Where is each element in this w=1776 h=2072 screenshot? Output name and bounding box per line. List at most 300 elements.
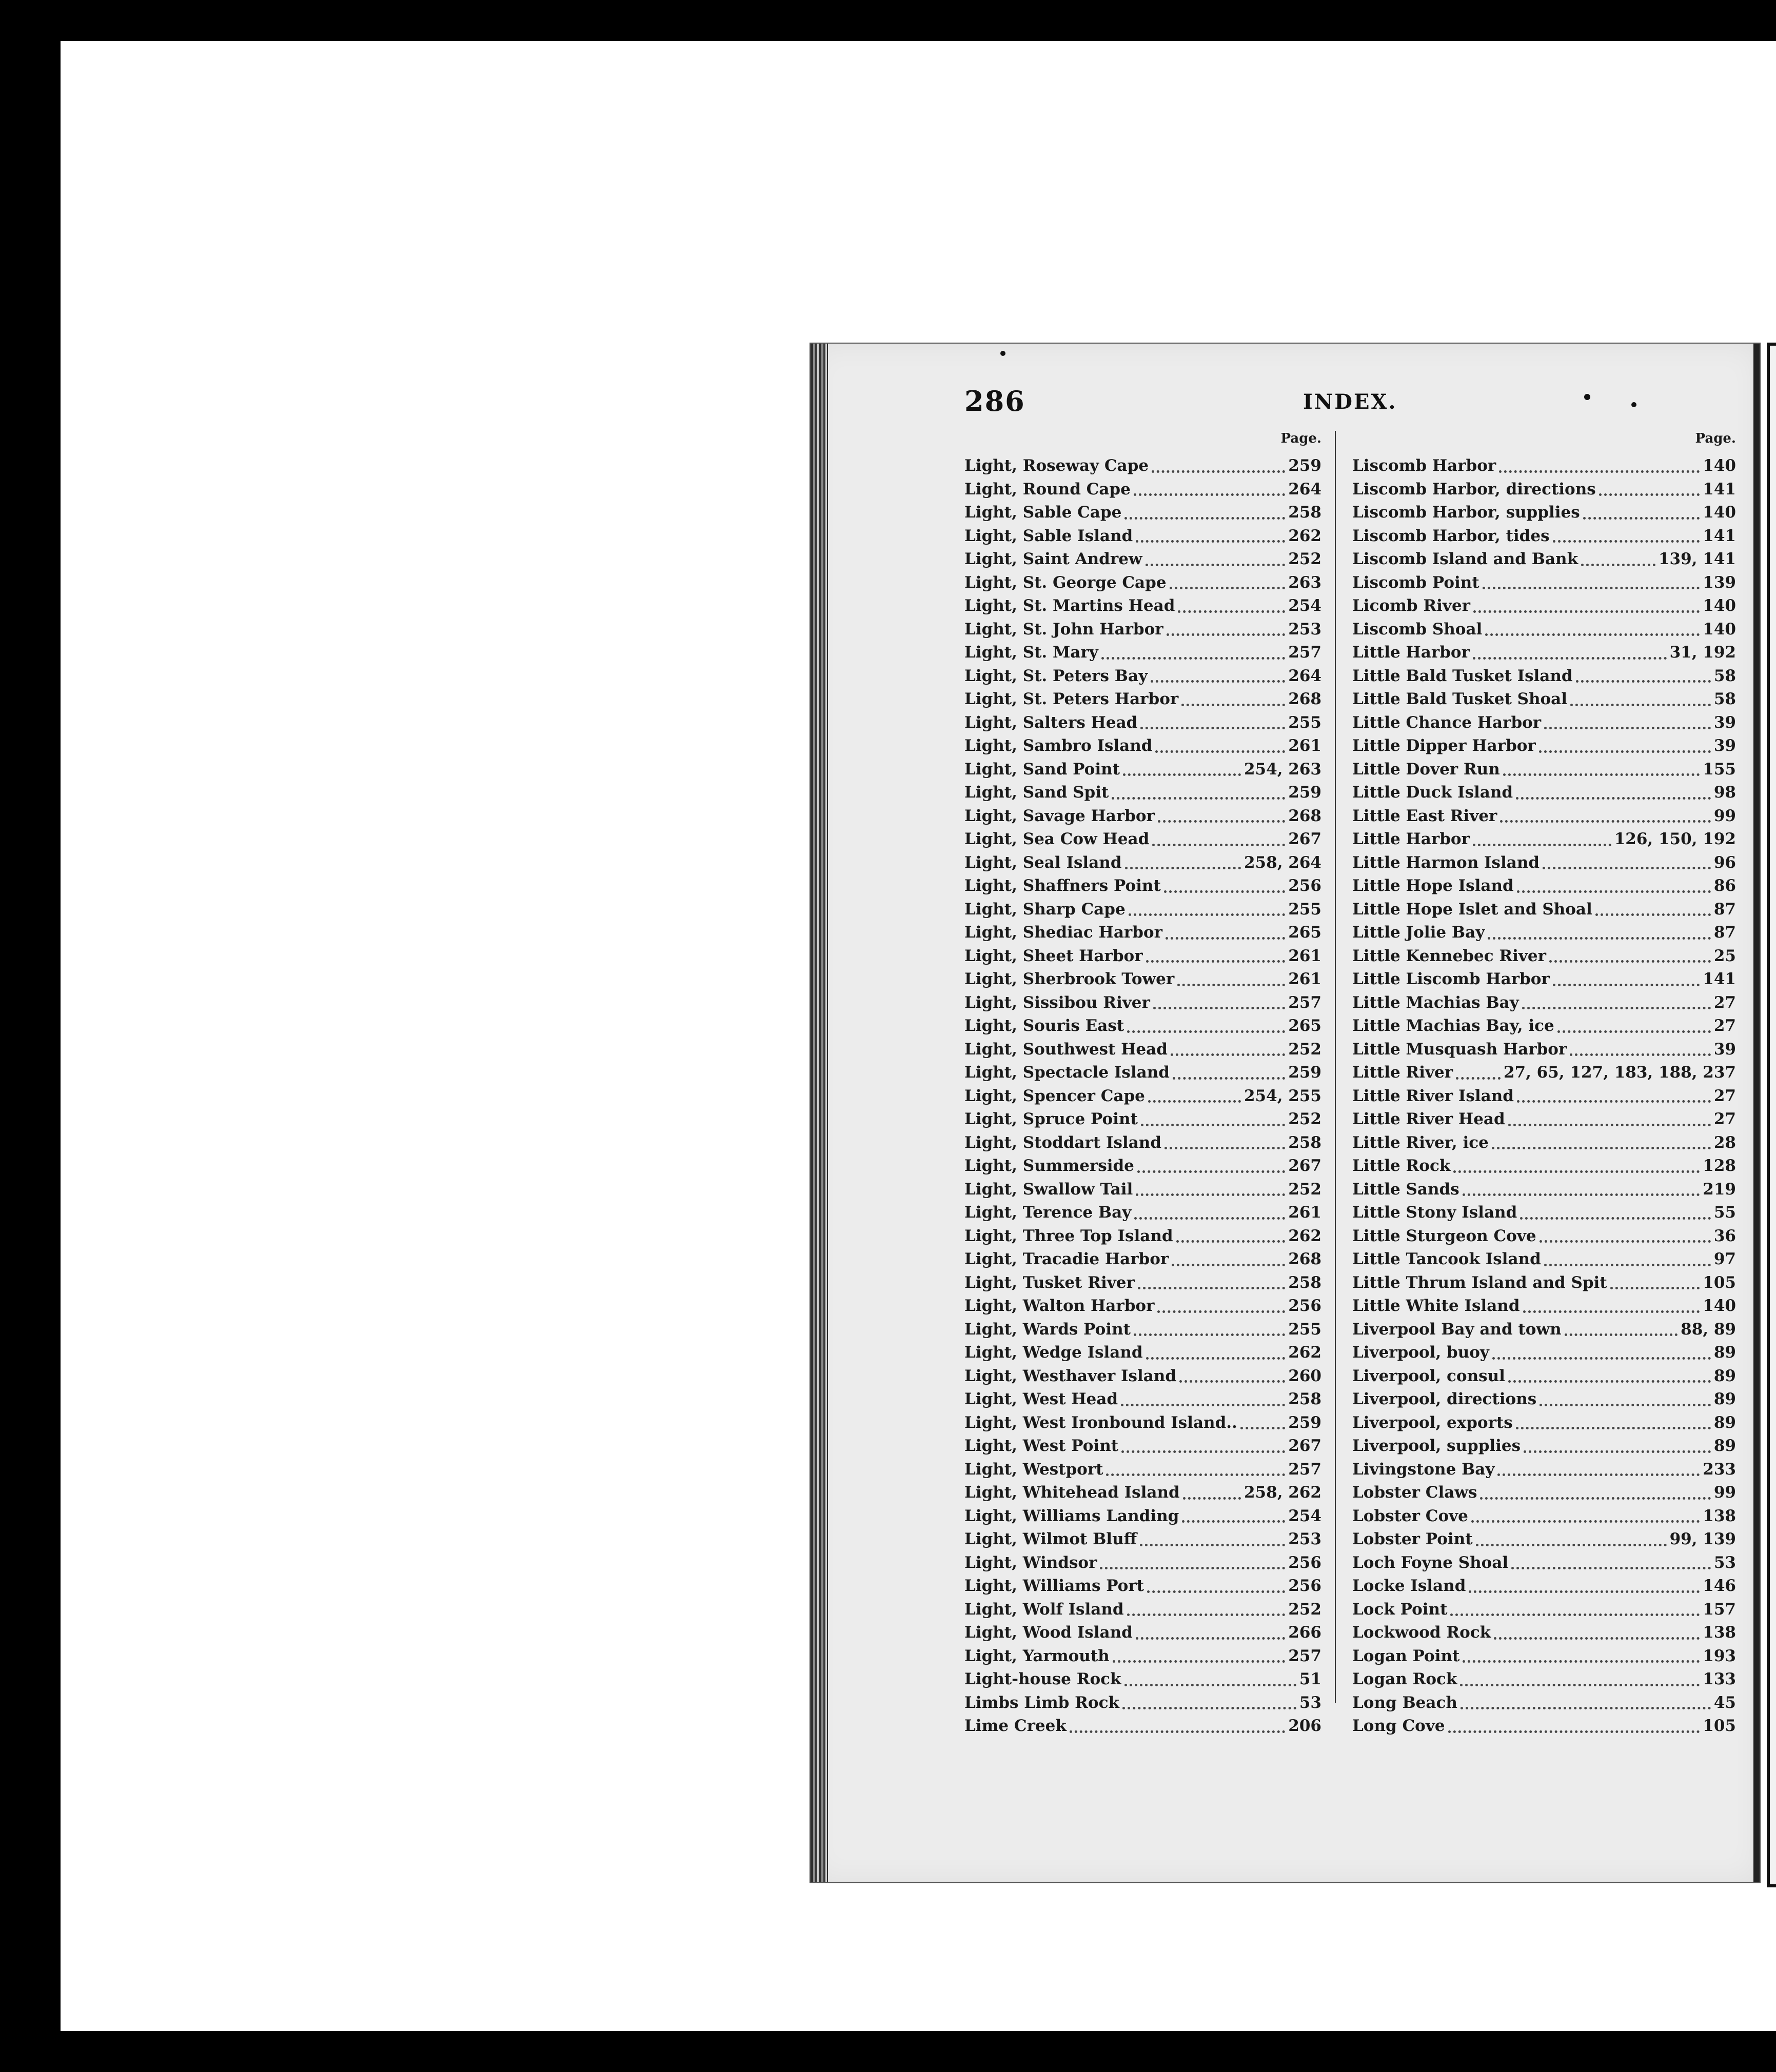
index-entry	[1352, 1061, 1736, 1085]
entry-pages: 89	[1713, 1437, 1736, 1455]
index-entry	[964, 805, 1321, 828]
index-entry	[964, 1178, 1321, 1202]
dot-leader	[1500, 813, 1710, 823]
entry-pages: 254, 255	[1244, 1086, 1321, 1105]
index-entry	[1352, 711, 1736, 735]
entry-pages: 252	[1288, 1040, 1321, 1059]
entry-pages: 252	[1288, 1180, 1321, 1199]
dot-leader	[1463, 1653, 1700, 1663]
scan-sheet	[61, 41, 1776, 2031]
entry-name: Little River, ice	[1352, 1133, 1489, 1152]
index-entry	[1352, 851, 1736, 875]
index-entry	[964, 1061, 1321, 1085]
index-entry	[1352, 1715, 1736, 1738]
entry-pages: 257	[1288, 1460, 1321, 1479]
index-entry	[964, 1715, 1321, 1738]
dot-leader	[1471, 1513, 1700, 1523]
entry-pages: 265	[1288, 923, 1321, 942]
dot-leader	[1570, 1046, 1711, 1056]
dot-leader	[1610, 1280, 1700, 1289]
dot-leader	[1106, 1466, 1285, 1476]
entry-pages: 261	[1288, 1203, 1321, 1222]
dot-leader	[1503, 766, 1700, 776]
index-entry	[964, 1365, 1321, 1388]
running-head	[811, 385, 1760, 426]
index-entry	[964, 501, 1321, 525]
entry-pages: 258	[1288, 1273, 1321, 1292]
entry-pages: 25	[1713, 946, 1736, 965]
entry-name: Light, St. Mary	[964, 643, 1098, 662]
entry-name: Little Liscomb Harbor	[1352, 970, 1550, 988]
index-entry	[1352, 1388, 1736, 1411]
entry-pages: 55	[1713, 1203, 1736, 1222]
dot-leader	[1499, 463, 1700, 473]
entry-pages: 259	[1288, 783, 1321, 802]
dot-leader	[1148, 1093, 1241, 1103]
index-entry	[1352, 1271, 1736, 1295]
index-entry	[964, 1551, 1321, 1575]
dot-leader	[1158, 813, 1285, 823]
dot-leader	[1134, 1210, 1285, 1220]
entry-name: Little Duck Island	[1352, 783, 1513, 802]
index-entry	[1352, 968, 1736, 991]
index-entry	[1352, 1505, 1736, 1528]
dot-leader	[1112, 790, 1285, 800]
index-entry	[964, 1668, 1321, 1691]
dot-leader	[1070, 1723, 1285, 1733]
entry-name: Little Musquash Harbor	[1352, 1040, 1567, 1059]
dot-leader	[1113, 1653, 1286, 1663]
dot-leader	[1176, 1233, 1286, 1243]
index-entry	[964, 1038, 1321, 1062]
entry-name: Loch Foyne Shoal	[1352, 1553, 1509, 1572]
entry-pages: 58	[1713, 666, 1736, 685]
entry-name: Light, Stoddart Island	[964, 1133, 1161, 1152]
entry-name: Little River Head	[1352, 1110, 1505, 1128]
entry-pages: 255	[1288, 713, 1321, 732]
page-column-label: Page.	[1695, 431, 1736, 446]
entry-name: Little Rock	[1352, 1157, 1451, 1175]
dot-leader	[1516, 1420, 1711, 1429]
dot-leader	[1134, 486, 1285, 496]
entry-pages: 99, 139	[1669, 1530, 1736, 1548]
entry-name: Light, West Head	[964, 1390, 1118, 1408]
page-heading: INDEX.	[1303, 390, 1397, 414]
entry-name: Liscomb Harbor, directions	[1352, 480, 1596, 499]
entry-name: Little Bald Tusket Shoal	[1352, 690, 1568, 708]
index-entry	[1352, 665, 1736, 688]
dot-leader	[1146, 1350, 1286, 1360]
dot-leader	[1153, 1000, 1285, 1009]
entry-name: Light, Spectacle Island	[964, 1063, 1170, 1082]
index-entry	[1352, 1154, 1736, 1178]
entry-name: Lobster Cove	[1352, 1506, 1468, 1525]
entry-name: Liscomb Point	[1352, 573, 1479, 592]
index-entry	[1352, 688, 1736, 711]
dot-leader	[1146, 556, 1286, 566]
print-speck	[1584, 394, 1590, 400]
dot-leader	[1485, 626, 1700, 636]
index-entry	[964, 1341, 1321, 1365]
index-column-right	[1352, 431, 1736, 1738]
dot-leader	[1523, 1303, 1700, 1313]
dot-leader	[1100, 1560, 1285, 1569]
entry-pages: 39	[1713, 713, 1736, 732]
entry-pages: 252	[1288, 1110, 1321, 1128]
entry-name: Lime Creek	[964, 1717, 1067, 1735]
index-entry	[964, 781, 1321, 805]
entry-name: Light, Walton Harbor	[964, 1297, 1155, 1315]
entry-name: Light, St. John Harbor	[964, 620, 1163, 639]
dot-leader	[1508, 1373, 1711, 1383]
dot-leader	[1461, 1700, 1711, 1709]
dot-leader	[1480, 1490, 1710, 1500]
entry-name: Little Stony Island	[1352, 1203, 1517, 1222]
entry-pages: 261	[1288, 970, 1321, 988]
entry-name: Light, Tusket River	[964, 1273, 1135, 1292]
entry-name: Little Harmon Island	[1352, 853, 1540, 872]
entry-pages: 53	[1713, 1553, 1736, 1572]
entry-pages: 254	[1288, 596, 1321, 615]
dot-leader	[1553, 977, 1700, 986]
index-entry	[1352, 991, 1736, 1015]
entry-name: Little Dover Run	[1352, 760, 1500, 779]
entry-name: Logan Rock	[1352, 1670, 1457, 1688]
dot-leader	[1127, 1023, 1285, 1033]
entry-pages: 265	[1288, 1017, 1321, 1035]
dot-leader	[1141, 1117, 1285, 1126]
entry-pages: 261	[1288, 736, 1321, 755]
entry-name: Light, St. George Cape	[964, 573, 1167, 592]
entry-name: Lock Point	[1352, 1600, 1448, 1619]
entry-name: Light, Sharp Cape	[964, 900, 1126, 919]
entry-name: Light, Tracadie Harbor	[964, 1250, 1169, 1268]
entry-name: Light, Wards Point	[964, 1320, 1131, 1339]
entry-pages: 261	[1288, 946, 1321, 965]
entry-name: Little Hope Islet and Shoal	[1352, 900, 1592, 919]
entry-name: Light-house Rock	[964, 1670, 1121, 1688]
dot-leader	[1463, 1186, 1700, 1196]
dot-leader	[1549, 953, 1711, 963]
entry-name: Light, Sand Spit	[964, 783, 1109, 802]
index-entry	[1352, 1248, 1736, 1271]
index-entry	[964, 758, 1321, 782]
index-entry	[1352, 1341, 1736, 1365]
entry-pages: 260	[1288, 1366, 1321, 1385]
entry-pages: 86	[1713, 876, 1736, 895]
entry-name: Light, Spencer Cape	[964, 1086, 1145, 1105]
entry-name: Light, Roseway Cape	[964, 456, 1149, 475]
dot-leader	[1127, 1606, 1286, 1616]
entry-pages: 27	[1713, 1017, 1736, 1035]
entry-name: Light, St. Peters Bay	[964, 666, 1148, 685]
entry-pages: 206	[1288, 1717, 1321, 1735]
dot-leader	[1164, 883, 1286, 893]
entry-pages: 58	[1713, 690, 1736, 708]
entry-name: Liverpool Bay and town	[1352, 1320, 1562, 1339]
entry-name: Light, Westhaver Island	[964, 1366, 1176, 1385]
entry-pages: 256	[1288, 876, 1321, 895]
dot-leader	[1178, 603, 1285, 613]
index-entry	[964, 688, 1321, 711]
entry-name: Little Sands	[1352, 1180, 1459, 1199]
entry-pages: 258	[1288, 1133, 1321, 1152]
dot-leader	[1488, 930, 1711, 940]
index-entry	[1352, 1201, 1736, 1225]
index-entry	[1352, 1528, 1736, 1551]
dot-leader	[1557, 1023, 1711, 1033]
entry-name: Light, Westport	[964, 1460, 1103, 1479]
entry-name: Light, Saint Andrew	[964, 550, 1142, 568]
page-edge	[1753, 344, 1760, 1882]
index-entry	[964, 1014, 1321, 1038]
index-entry	[1352, 781, 1736, 805]
index-entry	[964, 734, 1321, 758]
index-entry	[1352, 1645, 1736, 1668]
index-entry	[1352, 571, 1736, 595]
entry-pages: 87	[1713, 923, 1736, 942]
index-entry	[1352, 1598, 1736, 1622]
entry-pages: 255	[1288, 1320, 1321, 1339]
dot-leader	[1497, 1466, 1700, 1476]
index-entry	[1352, 828, 1736, 851]
dot-leader	[1516, 790, 1711, 800]
print-speck	[1631, 402, 1636, 407]
dot-leader	[1137, 1163, 1285, 1173]
entry-pages: 268	[1288, 806, 1321, 825]
page-number: 286	[964, 385, 1025, 417]
index-entry	[1352, 1318, 1736, 1342]
entry-name: Light, St. Martins Head	[964, 596, 1175, 615]
entry-pages: 267	[1288, 1437, 1321, 1455]
entry-name: Little River Island	[1352, 1086, 1514, 1105]
entry-name: Light, Sambro Island	[964, 736, 1153, 755]
dot-leader	[1494, 1630, 1700, 1640]
entry-pages: 128	[1703, 1157, 1736, 1175]
entry-pages: 51	[1299, 1670, 1321, 1688]
index-entry	[1352, 1411, 1736, 1435]
entry-pages: 27	[1713, 1086, 1736, 1105]
entry-pages: 264	[1288, 666, 1321, 685]
entry-name: Little Sturgeon Cove	[1352, 1226, 1536, 1245]
index-entry	[964, 945, 1321, 968]
index-entry	[964, 1388, 1321, 1411]
entry-name: Liscomb Shoal	[1352, 620, 1483, 639]
entry-name: Locke Island	[1352, 1577, 1466, 1595]
dot-leader	[1157, 1303, 1285, 1313]
entry-pages: 36	[1713, 1226, 1736, 1245]
entry-name: Light, Swallow Tail	[964, 1180, 1133, 1199]
entry-pages: 98	[1713, 783, 1736, 802]
entry-pages: 262	[1288, 1343, 1321, 1362]
dot-leader	[1448, 1723, 1700, 1733]
entry-pages: 268	[1288, 690, 1321, 708]
dot-leader	[1476, 1537, 1667, 1546]
entry-name: Liscomb Harbor	[1352, 456, 1496, 475]
dot-leader	[1540, 1233, 1711, 1243]
entry-name: Liverpool, directions	[1352, 1390, 1537, 1408]
entry-name: Liverpool, consul	[1352, 1366, 1505, 1385]
index-entry	[964, 525, 1321, 548]
entry-pages: 105	[1703, 1717, 1736, 1735]
index-entry	[964, 1201, 1321, 1225]
entry-pages: 267	[1288, 1157, 1321, 1175]
index-entry	[964, 1598, 1321, 1622]
entry-name: Little Chance Harbor	[1352, 713, 1542, 732]
entry-pages: 258	[1288, 1390, 1321, 1408]
entry-pages: 264	[1288, 480, 1321, 499]
entry-pages: 256	[1288, 1577, 1321, 1595]
index-entry	[964, 1621, 1321, 1645]
index-entry	[964, 1225, 1321, 1248]
entry-pages: 27	[1713, 993, 1736, 1012]
entry-pages: 253	[1288, 620, 1321, 639]
index-entry	[964, 991, 1321, 1015]
dot-leader	[1173, 1070, 1285, 1080]
entry-pages: 89	[1713, 1413, 1736, 1432]
index-entry	[1352, 1108, 1736, 1131]
index-entry	[964, 1248, 1321, 1271]
entry-name: Light, Shediac Harbor	[964, 923, 1162, 942]
entry-pages: 258, 262	[1244, 1483, 1321, 1502]
entry-pages: 45	[1713, 1693, 1736, 1712]
index-entry	[964, 1458, 1321, 1482]
index-entry	[964, 711, 1321, 735]
entry-pages: 88, 89	[1681, 1320, 1736, 1339]
entry-name: Light, Wilmot Bluff	[964, 1530, 1137, 1548]
dot-leader	[1492, 1350, 1711, 1360]
dot-leader	[1576, 673, 1711, 683]
index-entry	[964, 1271, 1321, 1295]
entry-name: Licomb River	[1352, 596, 1471, 615]
entry-pages: 39	[1713, 1040, 1736, 1059]
dot-leader	[1146, 953, 1286, 963]
entry-name: Light, Summerside	[964, 1157, 1134, 1175]
dot-leader	[1155, 743, 1285, 753]
index-entry	[964, 1481, 1321, 1505]
index-entry	[1352, 1178, 1736, 1202]
entry-pages: 257	[1288, 1646, 1321, 1665]
entry-name: Long Beach	[1352, 1693, 1457, 1712]
index-entry	[964, 1154, 1321, 1178]
entry-name: Little River	[1352, 1063, 1453, 1082]
entry-name: Light, Souris East	[964, 1017, 1124, 1035]
entry-name: Little Jolie Bay	[1352, 923, 1485, 942]
index-entry	[1352, 921, 1736, 945]
index-entry	[964, 548, 1321, 571]
entry-name: Light, Savage Harbor	[964, 806, 1155, 825]
entry-pages: 259	[1288, 1063, 1321, 1082]
index-entry	[964, 1085, 1321, 1108]
entry-pages: 257	[1288, 643, 1321, 662]
dot-leader	[1121, 1443, 1285, 1453]
index-entry	[1352, 501, 1736, 525]
entry-name: Lobster Point	[1352, 1530, 1473, 1548]
entry-name: Light, Sea Cow Head	[964, 830, 1150, 848]
dot-leader	[1544, 1257, 1711, 1266]
dot-leader	[1583, 510, 1700, 520]
index-entry	[1352, 1691, 1736, 1715]
entry-name: Long Cove	[1352, 1717, 1445, 1735]
entry-pages: 252	[1288, 1600, 1321, 1619]
entry-pages: 31, 192	[1669, 643, 1736, 662]
dot-leader	[1492, 1140, 1711, 1149]
index-entry	[1352, 1014, 1736, 1038]
entry-name: Light, Wedge Island	[964, 1343, 1143, 1362]
dot-leader	[1450, 1606, 1700, 1616]
entry-pages: 257	[1288, 993, 1321, 1012]
entry-name: Little White Island	[1352, 1297, 1520, 1315]
dot-leader	[1524, 1443, 1711, 1453]
entry-pages: 141	[1703, 970, 1736, 988]
entry-pages: 258	[1288, 503, 1321, 522]
index-entry	[1352, 1038, 1736, 1062]
dot-leader	[1544, 720, 1711, 729]
entry-name: Little East River	[1352, 806, 1497, 825]
dot-leader	[1147, 1583, 1285, 1593]
index-entry	[1352, 594, 1736, 618]
dot-leader	[1171, 1046, 1285, 1056]
dot-leader	[1599, 486, 1700, 496]
entry-name: Liscomb Harbor, supplies	[1352, 503, 1580, 522]
dot-leader	[1522, 1000, 1711, 1009]
index-column-left	[964, 431, 1321, 1738]
entry-pages: 268	[1288, 1250, 1321, 1268]
entry-pages: 219	[1703, 1180, 1736, 1199]
dot-leader	[1453, 1163, 1700, 1173]
entry-pages: 105	[1703, 1273, 1736, 1292]
dot-leader	[1166, 930, 1285, 940]
dot-leader	[1570, 696, 1711, 706]
page-column-label: Page.	[1280, 431, 1321, 446]
entry-pages: 140	[1703, 1297, 1736, 1315]
index-entry	[964, 828, 1321, 851]
entry-name: Liverpool, exports	[1352, 1413, 1513, 1432]
entry-pages: 193	[1703, 1646, 1736, 1665]
index-entry	[1352, 734, 1736, 758]
entry-name: Light, Williams Port	[964, 1577, 1144, 1595]
entry-name: Light, Three Top Island	[964, 1226, 1173, 1245]
entry-name: Little Machias Bay, ice	[1352, 1017, 1554, 1035]
index-entry	[1352, 1131, 1736, 1155]
entry-name: Little Harbor	[1352, 830, 1470, 848]
dot-leader	[1517, 1093, 1711, 1103]
index-entry	[1352, 758, 1736, 782]
index-entry	[964, 1131, 1321, 1155]
index-entry	[964, 594, 1321, 618]
index-entry	[1352, 1085, 1736, 1108]
index-entry	[1352, 1365, 1736, 1388]
entry-pages: 126, 150, 192	[1614, 830, 1736, 848]
entry-name: Lockwood Rock	[1352, 1623, 1491, 1642]
entry-name: Light, Shaffners Point	[964, 876, 1161, 895]
entry-pages: 253	[1288, 1530, 1321, 1548]
entry-pages: 139	[1703, 573, 1736, 592]
index-entry	[964, 921, 1321, 945]
entry-pages: 262	[1288, 526, 1321, 545]
entry-pages: 267	[1288, 830, 1321, 848]
dot-leader	[1140, 1537, 1285, 1546]
dot-leader	[1136, 1186, 1285, 1196]
dot-leader	[1138, 1280, 1285, 1289]
entry-pages: 254	[1288, 1506, 1321, 1525]
entry-pages: 27	[1713, 1110, 1736, 1128]
dot-leader	[1136, 533, 1285, 543]
adjacent-page-edge	[1767, 343, 1776, 1887]
entry-pages: 138	[1703, 1623, 1736, 1642]
dot-leader	[1473, 603, 1700, 613]
index-entry	[964, 1528, 1321, 1551]
